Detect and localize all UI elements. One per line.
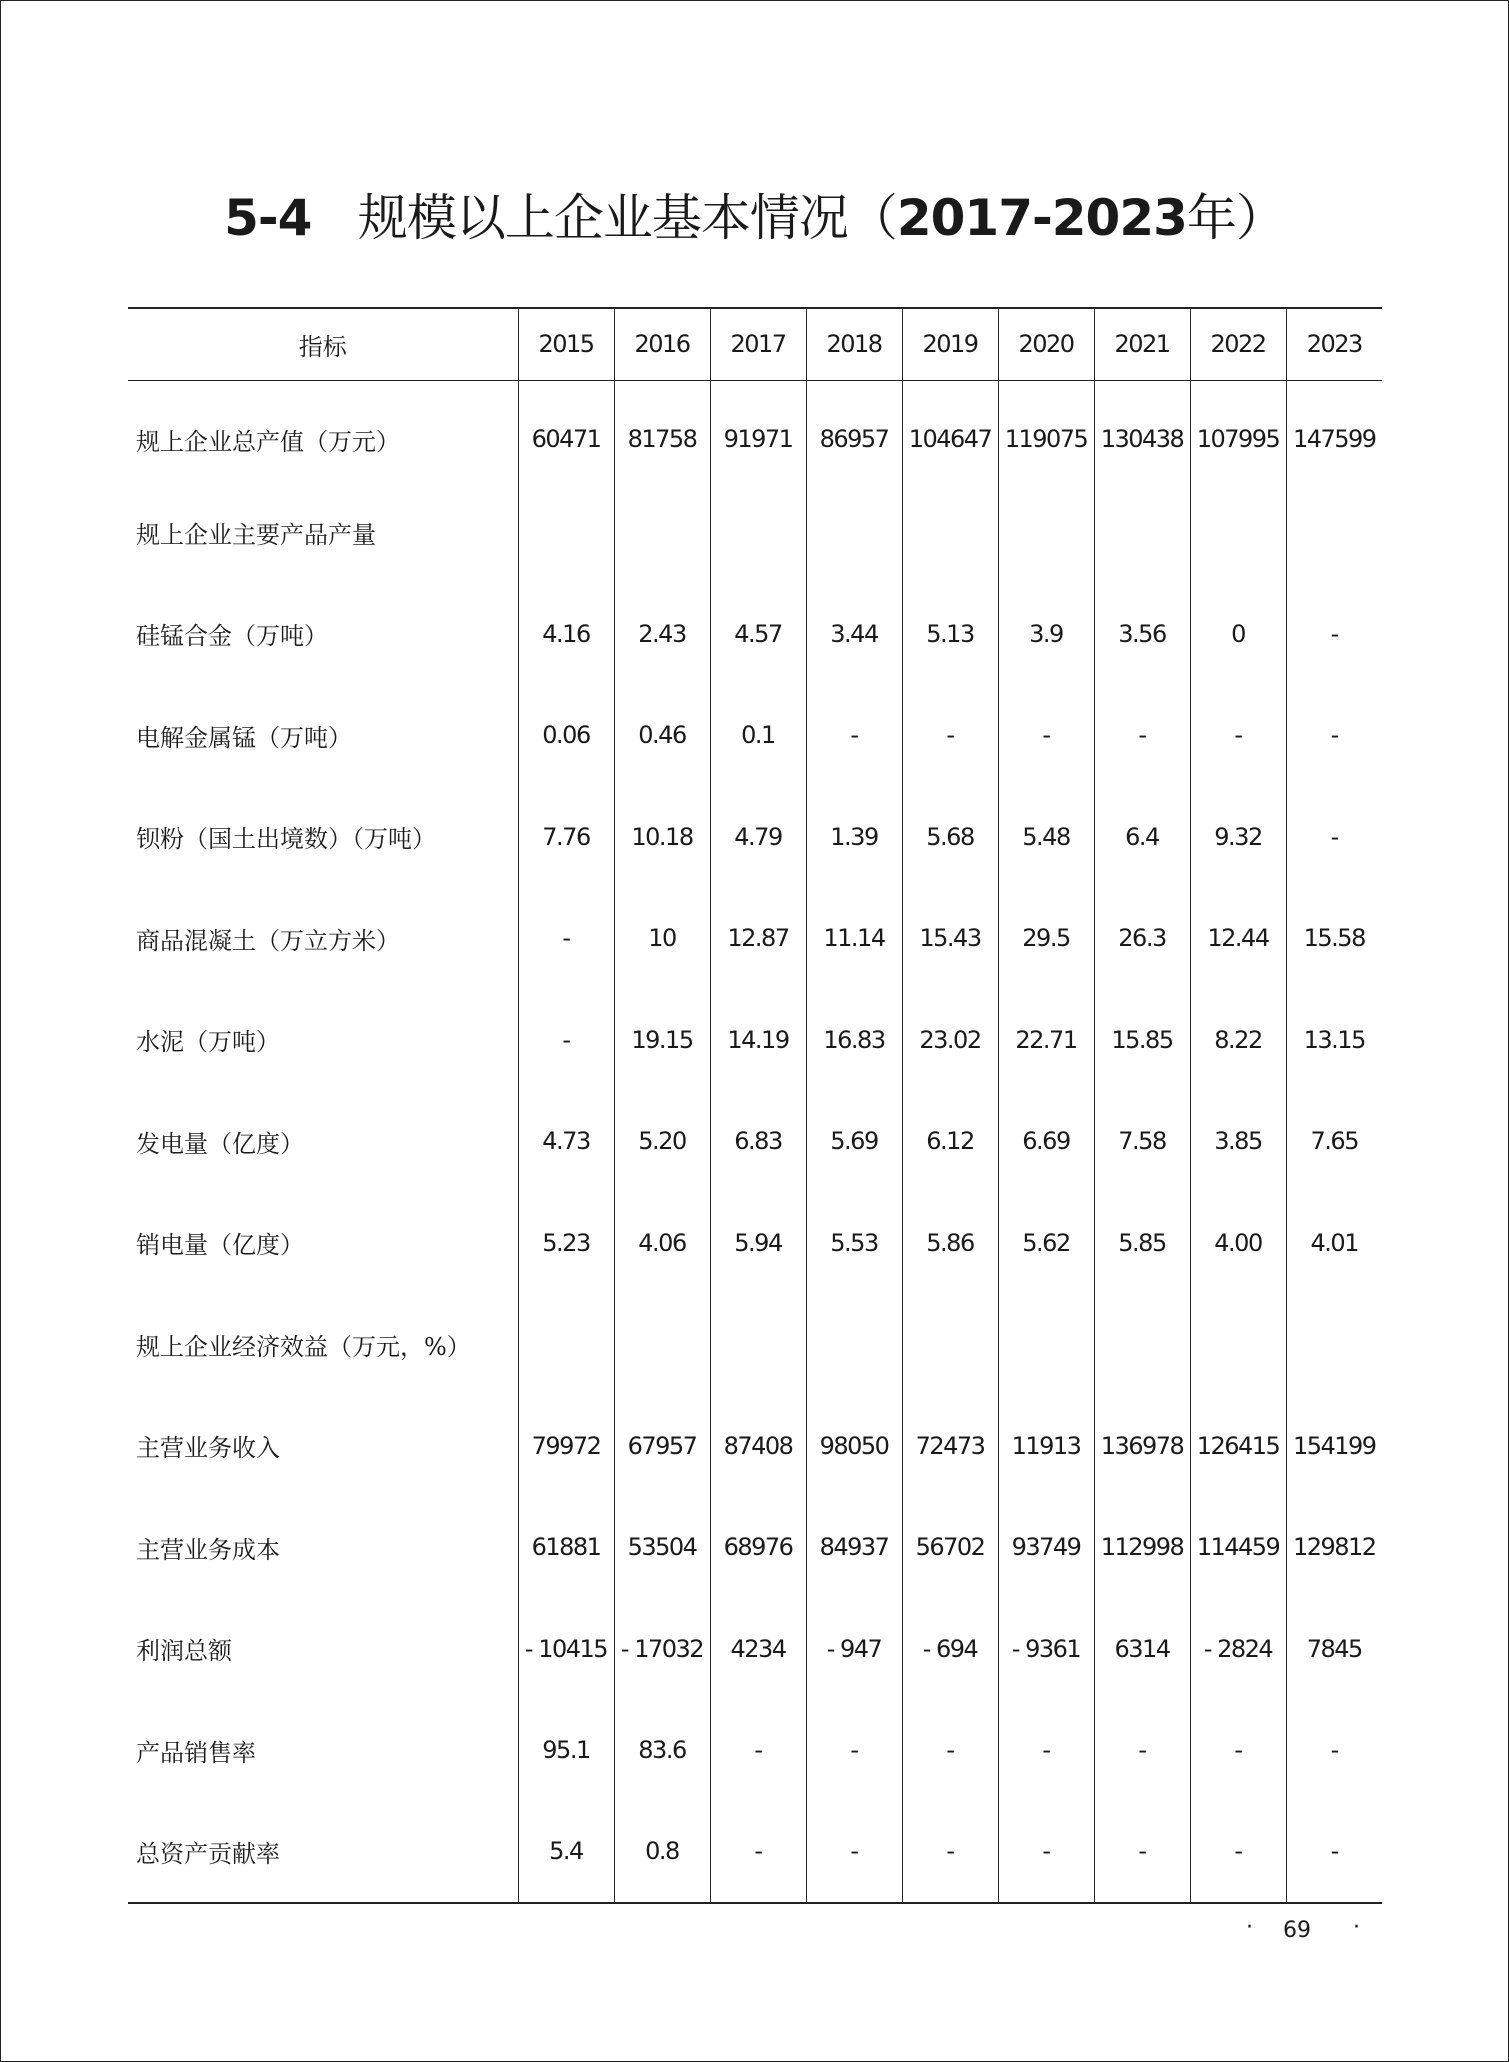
table-cell: 5.62 <box>998 1192 1094 1294</box>
table-cell: - <box>806 1700 902 1802</box>
table-cell: 0 <box>1190 583 1286 685</box>
table-cell: 5.85 <box>1094 1192 1190 1294</box>
table-cell: 9.32 <box>1190 786 1286 888</box>
table-cell <box>1190 1294 1286 1396</box>
table-cell <box>710 1294 806 1396</box>
header-year: 2015 <box>518 308 614 380</box>
header-year: 2020 <box>998 308 1094 380</box>
table-cell: 6314 <box>1094 1598 1190 1700</box>
table-cell: 154199 <box>1286 1395 1382 1497</box>
table-cell: 26.3 <box>1094 888 1190 990</box>
table-cell <box>998 482 1094 584</box>
page-title <box>0 178 1509 250</box>
table-cell: 95.1 <box>518 1700 614 1802</box>
table-cell: 10.18 <box>614 786 710 888</box>
table-cell: 5.48 <box>998 786 1094 888</box>
table-cell: - <box>902 1700 998 1802</box>
table-cell: 68976 <box>710 1497 806 1599</box>
table-cell: 83.6 <box>614 1700 710 1802</box>
table-cell: 4.06 <box>614 1192 710 1294</box>
table-cell <box>1190 482 1286 584</box>
row-label: 规上企业主要产品产量 <box>136 520 376 549</box>
table-cell <box>806 482 902 584</box>
table-cell: 2.43 <box>614 583 710 685</box>
row-label: 主营业务成本 <box>136 1535 280 1564</box>
table-cell: - 694 <box>902 1598 998 1700</box>
table-cell: 29.5 <box>998 888 1094 990</box>
table-cell: 87408 <box>710 1395 806 1497</box>
table-cell: - <box>1094 1700 1190 1802</box>
table-cell: - <box>806 1801 902 1903</box>
table-cell: - <box>1094 685 1190 787</box>
table-cell: 5.86 <box>902 1192 998 1294</box>
table-cell: 86957 <box>806 380 902 482</box>
row-label: 规上企业经济效益（万元，%） <box>136 1332 471 1361</box>
table-cell: 7.76 <box>518 786 614 888</box>
title-text: 规模以上企业基本情况（ <box>357 189 897 247</box>
table-cell: 5.69 <box>806 1091 902 1193</box>
table-row <box>128 1091 1382 1193</box>
table-cell: 4.57 <box>710 583 806 685</box>
table-cell: 15.43 <box>902 888 998 990</box>
table-cell <box>710 482 806 584</box>
table-cell: - <box>1286 1801 1382 1903</box>
table-cell: 12.87 <box>710 888 806 990</box>
title-number: 5-4 <box>224 189 312 247</box>
table-cell: - <box>1286 786 1382 888</box>
table-row <box>128 1294 1382 1396</box>
table-cell: 3.44 <box>806 583 902 685</box>
table-cell: - <box>710 1700 806 1802</box>
table-cell: - <box>806 685 902 787</box>
row-label: 销电量（亿度） <box>136 1231 304 1260</box>
table-row <box>128 989 1382 1091</box>
row-label: 发电量（亿度） <box>136 1129 304 1158</box>
title-range: 2017-2023 <box>896 189 1187 247</box>
table-cell: - 947 <box>806 1598 902 1700</box>
table-cell: - <box>518 989 614 1091</box>
table-cell: 3.85 <box>1190 1091 1286 1193</box>
table-cell: 4.00 <box>1190 1192 1286 1294</box>
table-cell: 15.58 <box>1286 888 1382 990</box>
header-year: 2019 <box>902 308 998 380</box>
table-cell: 4.79 <box>710 786 806 888</box>
table-row <box>128 1192 1382 1294</box>
table-cell: 81758 <box>614 380 710 482</box>
table-cell: 11.14 <box>806 888 902 990</box>
table-cell: 114459 <box>1190 1497 1286 1599</box>
table-cell: 19.15 <box>614 989 710 1091</box>
table-cell: 91971 <box>710 380 806 482</box>
table-cell: - <box>1286 1700 1382 1802</box>
table-cell: 61881 <box>518 1497 614 1599</box>
table-row <box>128 1801 1382 1903</box>
table-cell: 6.4 <box>1094 786 1190 888</box>
table-cell: - 10415 <box>518 1598 614 1700</box>
table-cell <box>614 482 710 584</box>
table-cell: 6.12 <box>902 1091 998 1193</box>
table-cell: 56702 <box>902 1497 998 1599</box>
table-cell: 4.01 <box>1286 1192 1382 1294</box>
table-cell <box>806 1294 902 1396</box>
table-cell: 4.16 <box>518 583 614 685</box>
table-cell: - <box>998 1801 1094 1903</box>
table-cell: - <box>1190 1700 1286 1802</box>
table-cell <box>902 1294 998 1396</box>
table-cell: 93749 <box>998 1497 1094 1599</box>
table-cell: - <box>1190 685 1286 787</box>
table-row <box>128 685 1382 787</box>
table-row <box>128 380 1382 482</box>
table-cell: 3.56 <box>1094 583 1190 685</box>
table-cell: 0.06 <box>518 685 614 787</box>
table-cell <box>614 1294 710 1396</box>
header-year: 2018 <box>806 308 902 380</box>
page-dot-left: · <box>1246 1915 1253 1940</box>
header-row <box>128 308 1382 380</box>
table-cell: 3.9 <box>998 583 1094 685</box>
table-cell: 16.83 <box>806 989 902 1091</box>
table-cell: 7.58 <box>1094 1091 1190 1193</box>
table-cell: - <box>1190 1801 1286 1903</box>
header-year: 2022 <box>1190 308 1286 380</box>
table-body <box>128 380 1382 1903</box>
table-cell: - <box>998 1700 1094 1802</box>
table-cell: 136978 <box>1094 1395 1190 1497</box>
table-cell: 147599 <box>1286 380 1382 482</box>
table-cell: 72473 <box>902 1395 998 1497</box>
header-year: 2016 <box>614 308 710 380</box>
table-cell: 126415 <box>1190 1395 1286 1497</box>
table-cell: - 17032 <box>614 1598 710 1700</box>
table-cell: - 9361 <box>998 1598 1094 1700</box>
table-cell: 4234 <box>710 1598 806 1700</box>
table-row <box>128 1598 1382 1700</box>
row-label: 规上企业总产值（万元） <box>136 427 400 456</box>
table-cell: - <box>1286 583 1382 685</box>
table-cell: 13.15 <box>1286 989 1382 1091</box>
table-cell: - 2824 <box>1190 1598 1286 1700</box>
table-cell: 4.73 <box>518 1091 614 1193</box>
table-cell <box>1286 482 1382 584</box>
table-row <box>128 1497 1382 1599</box>
table-cell: - <box>902 1801 998 1903</box>
data-table <box>128 307 1382 1904</box>
header-year: 2023 <box>1286 308 1382 380</box>
table-row <box>128 1700 1382 1802</box>
table-cell: 5.4 <box>518 1801 614 1903</box>
table-cell <box>998 1294 1094 1396</box>
table-cell: 22.71 <box>998 989 1094 1091</box>
table-cell: - <box>902 685 998 787</box>
table-cell: 11913 <box>998 1395 1094 1497</box>
table-cell: 0.8 <box>614 1801 710 1903</box>
table-cell: 5.68 <box>902 786 998 888</box>
table-cell: - <box>518 888 614 990</box>
table-cell: 7.65 <box>1286 1091 1382 1193</box>
page-number: 69 <box>1283 1918 1311 1943</box>
table-cell: 6.69 <box>998 1091 1094 1193</box>
row-label: 水泥（万吨） <box>136 1028 280 1057</box>
table-cell <box>1094 482 1190 584</box>
table-cell: - <box>998 685 1094 787</box>
table-cell: 104647 <box>902 380 998 482</box>
table-cell: 84937 <box>806 1497 902 1599</box>
header-year: 2017 <box>710 308 806 380</box>
table-cell: 5.23 <box>518 1192 614 1294</box>
title-suffix: 年） <box>1186 189 1285 247</box>
table-cell <box>518 1294 614 1396</box>
table-cell: 107995 <box>1190 380 1286 482</box>
row-label: 钡粉（国土出境数）（万吨） <box>136 825 436 854</box>
row-label: 主营业务收入 <box>136 1434 280 1463</box>
table-cell <box>902 482 998 584</box>
table-row <box>128 888 1382 990</box>
table-cell: 53504 <box>614 1497 710 1599</box>
table-cell: 6.83 <box>710 1091 806 1193</box>
table-row <box>128 1395 1382 1497</box>
table-cell: 112998 <box>1094 1497 1190 1599</box>
table-cell: 130438 <box>1094 380 1190 482</box>
table-cell: 1.39 <box>806 786 902 888</box>
table-cell: 5.20 <box>614 1091 710 1193</box>
table-cell: 119075 <box>998 380 1094 482</box>
table-cell: - <box>1286 685 1382 787</box>
table-cell: 15.85 <box>1094 989 1190 1091</box>
table-row <box>128 482 1382 584</box>
table-cell: 5.53 <box>806 1192 902 1294</box>
table-cell: 0.1 <box>710 685 806 787</box>
header-year: 2021 <box>1094 308 1190 380</box>
table-cell <box>518 482 614 584</box>
table-cell: 8.22 <box>1190 989 1286 1091</box>
table-cell: - <box>1094 1801 1190 1903</box>
table-cell: 129812 <box>1286 1497 1382 1599</box>
table-cell: - <box>710 1801 806 1903</box>
table-cell: 23.02 <box>902 989 998 1091</box>
table-cell: 7845 <box>1286 1598 1382 1700</box>
table-cell: 67957 <box>614 1395 710 1497</box>
row-label: 利润总额 <box>136 1637 232 1666</box>
table-cell: 5.94 <box>710 1192 806 1294</box>
page-dot-right: · <box>1353 1915 1360 1940</box>
table-cell: 10 <box>614 888 710 990</box>
header-indicator: 指标 <box>298 332 347 361</box>
table-row <box>128 583 1382 685</box>
table-cell <box>1094 1294 1190 1396</box>
row-label: 硅锰合金（万吨） <box>136 622 328 651</box>
table-cell: 5.13 <box>902 583 998 685</box>
row-label: 总资产贡献率 <box>136 1839 280 1868</box>
table-cell: 79972 <box>518 1395 614 1497</box>
row-label: 电解金属锰（万吨） <box>136 723 352 752</box>
table-cell: 60471 <box>518 380 614 482</box>
table-cell: 98050 <box>806 1395 902 1497</box>
table-cell <box>1286 1294 1382 1396</box>
table-cell: 0.46 <box>614 685 710 787</box>
table-cell: 12.44 <box>1190 888 1286 990</box>
row-label: 产品销售率 <box>136 1738 256 1767</box>
row-label: 商品混凝土（万立方米） <box>136 926 400 955</box>
table-cell: 14.19 <box>710 989 806 1091</box>
table-row <box>128 786 1382 888</box>
